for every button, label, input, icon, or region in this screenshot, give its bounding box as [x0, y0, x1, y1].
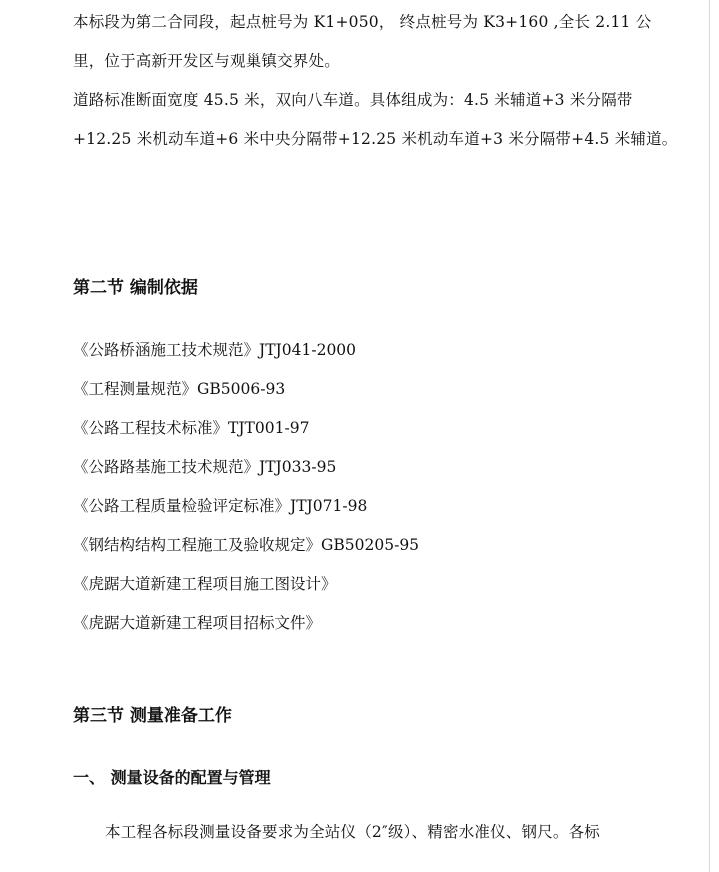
- reference-item: 《工程测量规范》GB5006-93: [73, 380, 286, 398]
- section-3-paragraph-line-1: 本工程各标段测量设备要求为全站仪（2″级）、精密水准仪、钢尺。各标: [105, 823, 601, 841]
- reference-item: 《公路桥涵施工技术规范》JTJ041-2000: [73, 341, 357, 359]
- reference-item: 《公路路基施工技术规范》JTJ033-95: [73, 458, 337, 476]
- intro-paragraph-1-line-1: 本标段为第二合同段，起点桩号为 K1+050， 终点桩号为 K3+160 ,全长 2.11 公: [73, 13, 652, 31]
- reference-item: 《虎踞大道新建工程项目招标文件》: [73, 614, 322, 632]
- reference-item: 《虎踞大道新建工程项目施工图设计》: [73, 575, 337, 593]
- reference-item: 《公路工程质量检验评定标准》JTJ071-98: [73, 497, 368, 515]
- page-edge-divider: [709, 0, 710, 872]
- subsection-1-heading: 一、 测量设备的配置与管理: [73, 768, 271, 787]
- section-2-heading: 第二节 编制依据: [73, 278, 198, 298]
- section-3-heading: 第三节 测量准备工作: [73, 706, 232, 726]
- intro-paragraph-2-line-2: +12.25 米机动车道+6 米中央分隔带+12.25 米机动车道+3 米分隔带+4.5 米辅道。: [73, 130, 678, 148]
- reference-item: 《钢结构结构工程施工及验收规定》GB50205-95: [73, 536, 420, 554]
- intro-paragraph-1-line-2: 里，位于高新开发区与观巢镇交界处。: [73, 52, 340, 70]
- intro-paragraph-2-line-1: 道路标准断面宽度 45.5 米，双向八车道。具体组成为：4.5 米辅道+3 米分隔带: [73, 91, 633, 109]
- reference-item: 《公路工程技术标准》TJT001-97: [73, 419, 310, 437]
